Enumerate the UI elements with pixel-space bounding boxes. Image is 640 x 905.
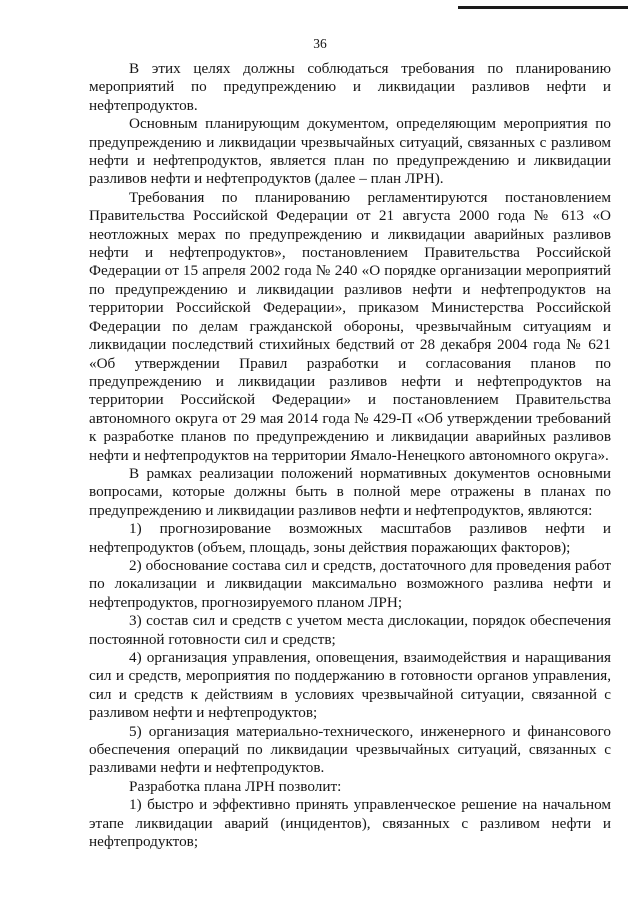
list-item-5: 5) организация материально-технического, инженерного и финансового обеспечения операций по ликвидации чрезвычайных ситуаций, связанных с разливами нефти и нефтепродуктов.	[89, 722, 611, 777]
list-item-1: 1) прогнозирование возможных масштабов разливов нефти и нефтепродуктов (объем, площадь, зоны действия поражающих факторов);	[89, 520, 611, 556]
document-body	[89, 60, 611, 851]
paragraph-3: Требования по планированию регламентируются постановлением Правительства Российской Федерации от 21 августа 2000 года № 613 «О неотложных мерах по предупреждению и ликвидации аварийных разливов нефти и нефтепродуктов», постановлением Правительства Российской Федерации от 15 апреля 2002 года № 240 «О порядке организации мероприятий по предупреждению и ликвидации разливов нефти и нефтепродуктов на территории Российской Федерации», приказом Министерства Российской Федерации по делам гражданской обороны, чрезвычайным ситуациям и ликвидации последствий стихийных бедствий от 28 декабря 2004 года № 621 «Об утверждении Правил разработки и согласования планов по предупреждению и ликвидации разливов нефти и нефтепродуктов на территории Российской Федерации» и постановлением Правительства автономного округа от 29 мая 2014 года № 429-П «Об утверждении требований к разработке планов по предупреждению и ликвидации аварийных разливов нефти и нефтепродуктов на территории Ямало-Ненецкого автономного округа».	[89, 188, 611, 464]
top-rule-line	[458, 6, 628, 9]
paragraph-4: В рамках реализации положений нормативных документов основными вопросами, которые должны быть в полной мере отражены в планах по предупреждению и ликвидации разливов нефти и нефтепродуктов, являются:	[89, 464, 611, 519]
paragraph-1: В этих целях должны соблюдаться требования по планированию мероприятий по предупреждению и ликвидации разливов нефти и нефтепродуктов.	[89, 60, 611, 114]
paragraph-5: Разработка плана ЛРН позволит:	[129, 777, 342, 795]
paragraph-2: Основным планирующим документом, определяющим мероприятия по предупреждению и ликвидации чрезвычайных ситуаций, связанных с разливом нефти и нефтепродуктов, является план по предупреждению и ликвидации разливов нефти и нефтепродуктов (далее – план ЛРН).	[89, 115, 611, 188]
list-item-3: 3) состав сил и средств с учетом места дислокации, порядок обеспечения постоянной готовности сил и средств;	[89, 612, 611, 648]
page-number: 36	[313, 36, 327, 51]
list-item-6: 1) быстро и эффективно принять управленческое решение на начальном этапе ликвидации аварий (инцидентов), связанных с разливом нефти и нефтепродуктов;	[89, 796, 611, 851]
list-item-2: 2) обоснование состава сил и средств, достаточного для проведения работ по локализации и ликвидации максимально возможного разлива нефти и нефтепродуктов, прогнозируемого планом ЛРН;	[89, 556, 611, 611]
list-item-4: 4) организация управления, оповещения, взаимодействия и наращивания сил и средств, мероприятия по поддержанию в готовности органов управления, сил и средств к действиям в условиях чрезвычайной ситуации, связанной с разливом нефти и нефтепродуктов;	[89, 649, 611, 722]
